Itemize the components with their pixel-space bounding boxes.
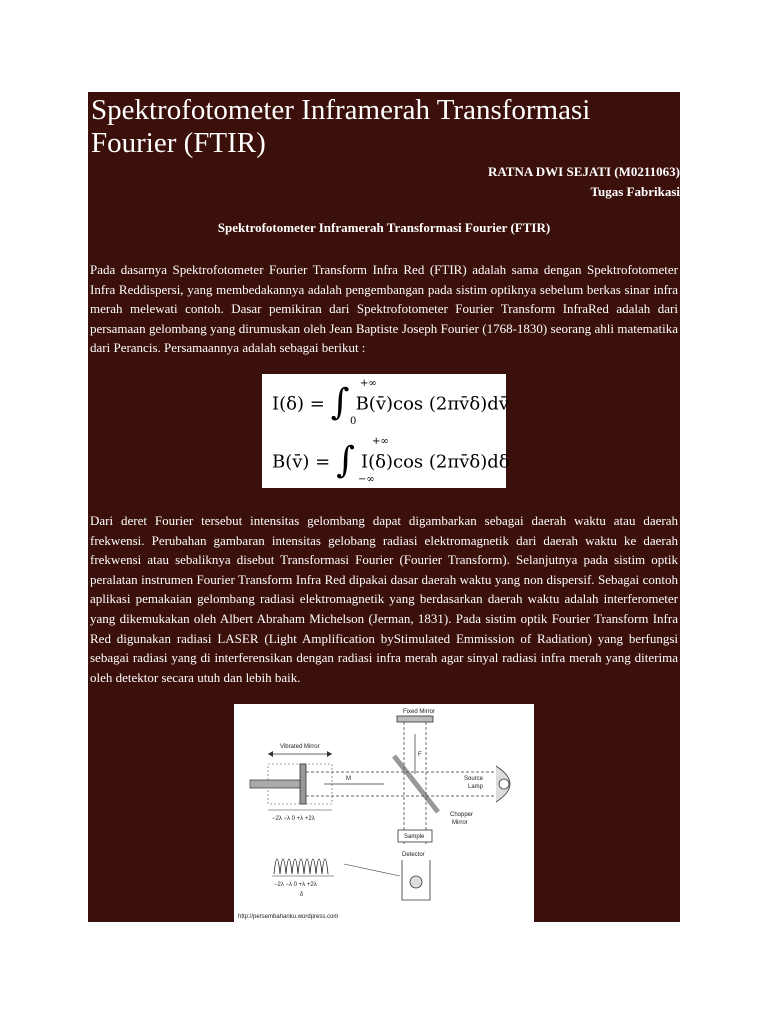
eq1-upper-limit: +∞ <box>360 378 377 389</box>
fixed-mirror-shape <box>397 716 433 722</box>
ftir-interferometer-diagram <box>234 704 534 922</box>
eq1-rhs: B(v̄)cos (2πv̄δ)dv̄ <box>355 393 509 415</box>
section-title: Spektrofotometer Inframerah Transformasi Fourier (FTIR) <box>217 220 551 235</box>
integral-sign-icon: ∫ <box>330 382 350 423</box>
source-label: Source <box>464 776 484 782</box>
label-f: F <box>418 752 422 758</box>
interferometer-drawing <box>234 704 534 922</box>
lamp-label: Lamp <box>468 784 484 790</box>
chopper-mirror-label: Mirror <box>452 820 468 826</box>
fourier-equations-image <box>262 374 510 488</box>
mirror-axis-ticks: −2λ −λ 0 +λ +2λ <box>272 816 315 822</box>
paragraph-intro: Pada dasarnya Spektrofotometer Fourier Transform Infra Red (FTIR) adalah sama dengan Spektrofotometer Infra Reddispersi, yang membedakannya adalah pengembangan pada sistim optiknya sebelum berkas sinar infra merah melewati contoh. Dasar pemikiran dari Spektrofotometer Fourier Transform InfraRed adalah dari persamaan gelombang yang dirumuskan oleh Jean Baptiste Joseph Fourier (1768-1830) seorang ahli matematika dari Perancis. Persamaannya adalah sebagai berikut : <box>90 262 678 356</box>
detector-label: Detector <box>402 852 425 858</box>
label-m: M <box>346 776 351 782</box>
fixed-mirror-label: Fixed Mirror <box>403 709 436 715</box>
interferogram-wave <box>274 859 328 874</box>
detector-element <box>410 876 422 888</box>
sample-label: Sample <box>404 834 425 840</box>
eq2-lower-limit: −∞ <box>358 474 375 485</box>
vibrated-mirror-label: Vibrated Mirror <box>280 744 320 750</box>
beam-splitter-shape <box>394 756 438 812</box>
detector-leader-line <box>344 864 400 876</box>
equation-2 <box>272 442 510 483</box>
integral-sign-icon: ∫ <box>336 440 356 481</box>
moving-mirror-shape <box>300 764 306 804</box>
source-lamp-bulb <box>499 779 509 789</box>
image-credit: http://persembahanku.wordpress.com <box>238 914 339 920</box>
mirror-drive-rod <box>250 780 300 788</box>
course-name: Tugas Fabrikasi <box>590 184 680 199</box>
interferogram-ticks: −2λ −λ 0 +λ +2λ <box>274 882 317 888</box>
equation-1 <box>272 384 509 425</box>
eq1-lower-limit: 0 <box>350 416 357 427</box>
chopper-label: Chopper <box>450 812 474 818</box>
arrow-left-icon <box>268 751 273 757</box>
delta-label: δ <box>300 892 304 898</box>
author-block <box>488 162 680 202</box>
eq2-lhs: B(v̄) = <box>272 451 331 473</box>
author-name: RATNA DWI SEJATI (M0211063) <box>487 164 680 179</box>
eq2-rhs: I(δ)cos (2πv̄δ)dδ <box>361 451 510 473</box>
paragraph-fourier: Dari deret Fourier tersebut intensitas gelombang dapat digambarkan sebagai daerah waktu atau daerah frekwensi. Perubahan gambaran intensitas gelobang radiasi elektromagnetik dari daerah waktu ke daerah frekwensi atau sebaliknya disebut Transformasi Fourier (Fourier Transform). Selanjutnya pada sistim optik peralatan instrumen Fourier Transform Infra Red dipakai dasar daerah waktu yang non dispersif. Sebagai contoh aplikasi pemakaian gelombang radiasi elektromagnetik yang berdasarkan daerah waktu adalah interferometer yang dikemukakan oleh Albert Abraham Michelson (Jerman, 1831). Pada sistim optik Fourier Transform Infra Red digunakan radiasi LASER (Light Amplification byStimulated Emmission of Radiation) yang berfungsi sebagai radiasi yang di interferensikan dengan radiasi infra merah agar sinyal radiasi infra merah yang diterima oleh detektor secara utuh dan lebih baik. <box>90 513 678 685</box>
document-page <box>88 92 680 922</box>
arrow-right-icon <box>327 751 332 757</box>
eq2-upper-limit: +∞ <box>372 436 389 447</box>
eq1-lhs: I(δ) = <box>272 393 325 415</box>
document-title: Spektrofotometer Inframerah Transformasi Fourier (FTIR) <box>91 94 591 159</box>
